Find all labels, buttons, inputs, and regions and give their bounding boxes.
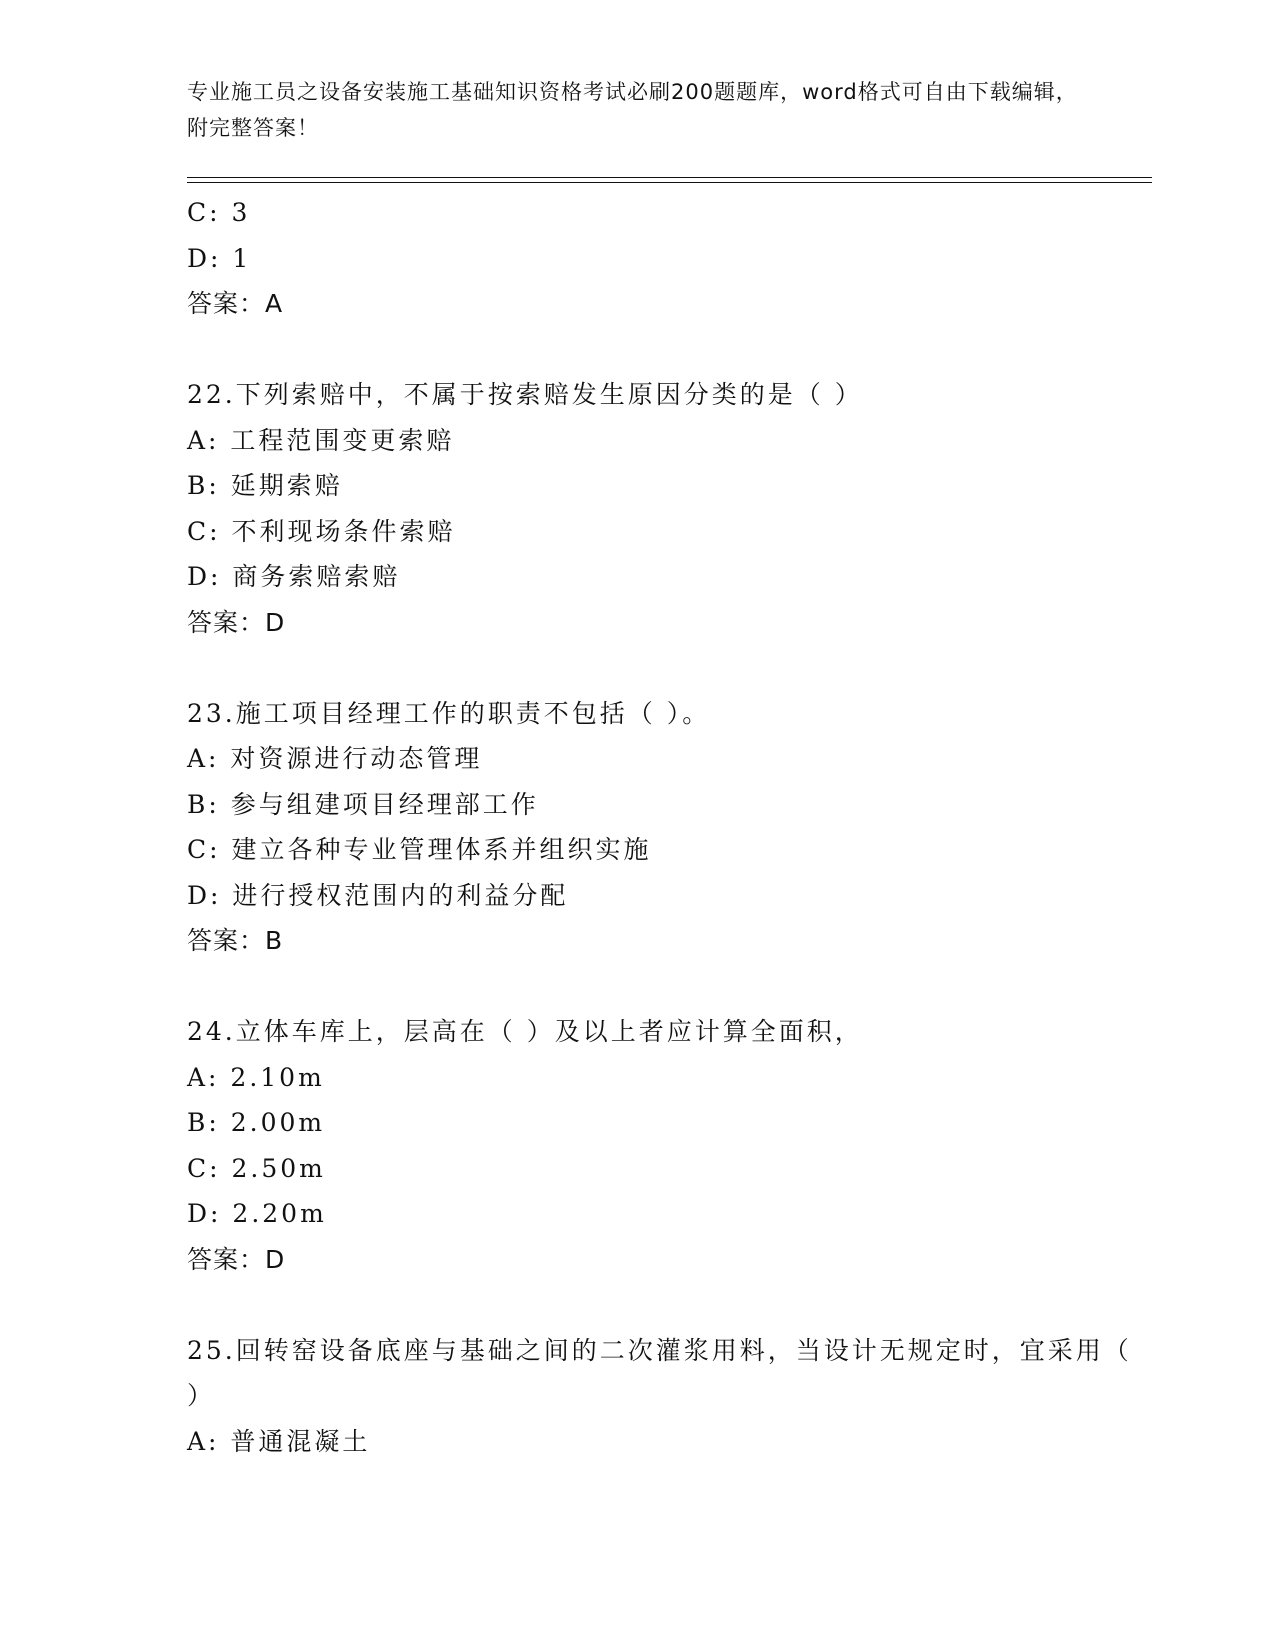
question-stem: 22.下列索赔中，不属于按索赔发生原因分类的是（ ） [187, 380, 863, 409]
option-d: D: 进行授权范围内的利益分配 [187, 880, 569, 910]
question-list [187, 190, 1147, 1464]
question-stem: 23.施工项目经理工作的职责不包括（ ）。 [187, 698, 711, 728]
answer: 答案：A [187, 289, 284, 318]
spacer [187, 327, 1147, 373]
question-stem: 25.回转窑设备底座与基础之间的二次灌浆用料，当设计无规定时，宜采用（ ） [187, 1335, 1132, 1410]
document-header: 专业施工员之设备安装施工基础知识资格考试必刷200题题库，word格式可自由下载编辑，附完整答案！ [187, 80, 1078, 140]
option-c: C: 2.50m [187, 1153, 326, 1183]
spacer [187, 1282, 1147, 1328]
answer: 答案：B [187, 926, 284, 955]
answer: 答案：D [187, 1244, 286, 1274]
option-b: B: 参与组建项目经理部工作 [187, 789, 539, 819]
question-22 [187, 372, 1147, 645]
answer: 答案：D [187, 607, 286, 637]
question-stem: 24.立体车库上，层高在（ ）及以上者应计算全面积， [187, 1017, 863, 1046]
option-c: C: 建立各种专业管理体系并组织实施 [187, 835, 652, 864]
option-a: A: 普通混凝土 [187, 1426, 371, 1456]
option-b: B: 延期索赔 [187, 471, 343, 500]
question-25 [187, 1328, 1147, 1465]
question-24 [187, 1009, 1147, 1282]
option-a: A: 对资源进行动态管理 [187, 744, 483, 773]
option-d: D: 商务索赔索赔 [187, 562, 401, 591]
option-d: D: 1 [187, 243, 252, 273]
option-a: A: 工程范围变更索赔 [187, 425, 455, 455]
option-b: B: 2.00m [187, 1108, 326, 1137]
option-c: C: 3 [187, 198, 251, 227]
spacer [187, 964, 1147, 1010]
header-rule-top [187, 177, 1152, 178]
option-d: D: 2.20m [187, 1199, 327, 1228]
spacer [187, 645, 1147, 691]
header-rule-bottom [187, 182, 1152, 183]
option-a: A: 2.10m [187, 1062, 325, 1092]
option-c: C: 不利现场条件索赔 [187, 516, 456, 546]
question-23 [187, 691, 1147, 964]
